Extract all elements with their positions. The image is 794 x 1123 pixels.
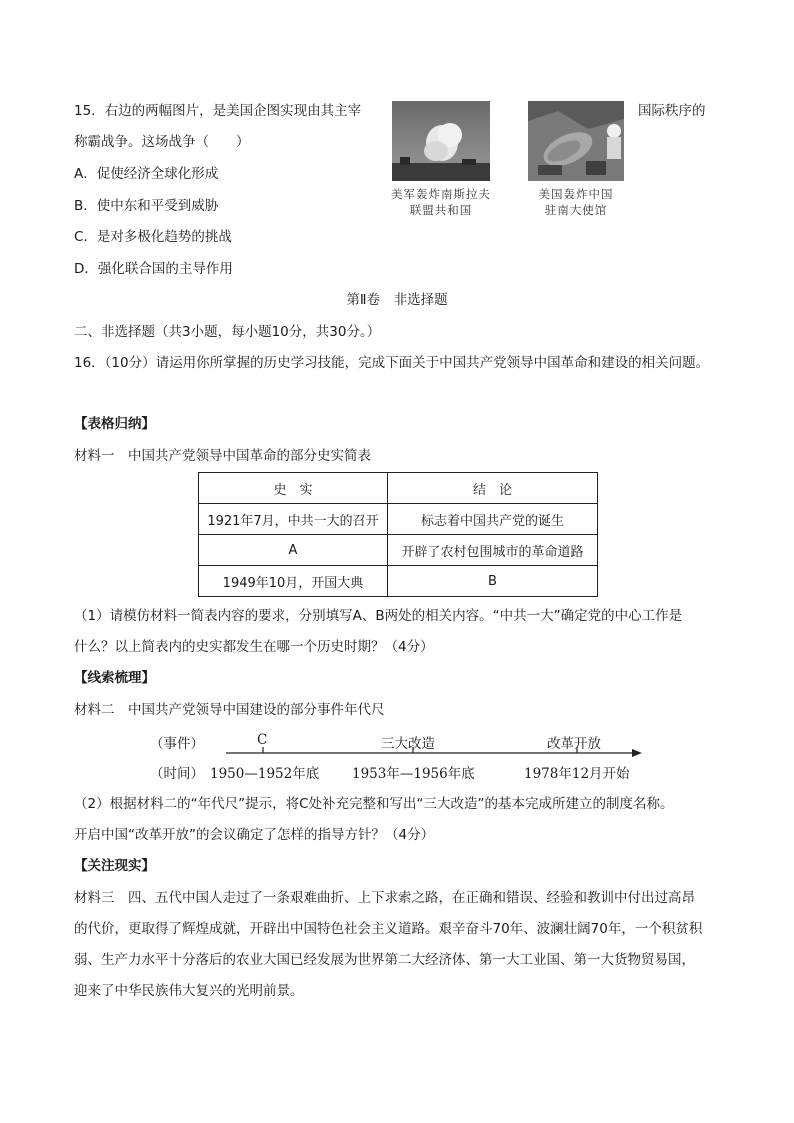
table-cell: 标志着中国共产党的诞生	[388, 504, 598, 535]
timeline-event-reform-opening: 改革开放	[547, 736, 601, 752]
photo1-caption-line2: 联盟共和国	[409, 202, 473, 217]
timeline-event-c: C	[257, 732, 268, 748]
table-cell: B	[388, 566, 598, 597]
timeline-time-2: 1953年—1956年底	[352, 766, 475, 782]
part3-label: 【关注现实】	[74, 858, 155, 874]
q15-option-b: B．使中东和平受到威胁	[74, 198, 219, 214]
material1-title: 材料一 中国共产党领导中国革命的部分史实简表	[74, 448, 371, 464]
material2-title: 材料二 中国共产党领导中国建设的部分事件年代尺	[74, 702, 385, 718]
timeline-event-label: （事件）	[150, 736, 204, 752]
photo-bombing-yugoslavia	[392, 101, 490, 181]
smoke-cloud-image	[392, 101, 490, 181]
photo2-caption	[520, 187, 632, 218]
q15-option-d: D．强化联合国的主导作用	[74, 261, 233, 277]
photo2-caption-line1: 美国轰炸中国	[538, 187, 614, 201]
q15-stem-line2: 称霸战争。这场战争（ ）	[74, 134, 250, 150]
photo2-caption-line2: 驻南大使馆	[544, 202, 608, 217]
table-cell: A	[199, 535, 388, 566]
timeline-event-three-reforms: 三大改造	[381, 736, 435, 752]
q15-option-a: A．促使经济全球化形成	[74, 166, 219, 182]
photo-bombing-embassy	[528, 101, 624, 181]
rubble-image	[528, 101, 624, 181]
q15-stem-line1-tail: 国际秩序的	[638, 103, 706, 119]
part2-label: 【线索梳理】	[74, 670, 155, 686]
question2-line2: 开启中国“改革开放”的会议确定了怎样的指导方针？（4分）	[74, 827, 435, 843]
photo1-caption-line1: 美军轰炸南斯拉夫	[391, 187, 491, 201]
material3-line: 的代价，更取得了辉煌成就，开辟出中国特色社会主义道路。艰辛奋斗70年、波澜壮阔70年，一个积贫积	[74, 921, 703, 937]
q16-stem: 16．（10分）请运用你所掌握的历史学习技能，完成下面关于中国共产党领导中国革命和建设的相关问题。	[74, 355, 710, 371]
table-header-conclusion: 结 论	[388, 473, 598, 504]
section-title: 第Ⅱ卷 非选择题	[346, 292, 448, 308]
section-heading: 二、非选择题（共3小题，每小题10分，共30分。）	[74, 324, 381, 340]
timeline-time-1: 1950—1952年底	[210, 766, 320, 782]
table-header-row	[199, 473, 598, 504]
material3-line: 迎来了中华民族伟大复兴的光明前景。	[74, 983, 304, 999]
table-row	[199, 504, 598, 535]
table-cell: 1921年7月，中共一大的召开	[199, 504, 388, 535]
table-cell: 1949年10月，开国大典	[199, 566, 388, 597]
question1-line2: 什么？以上简表内的史实都发生在哪一个历史时期？（4分）	[74, 639, 434, 655]
table-row	[199, 535, 598, 566]
material3-line: 材料三 四、五代中国人走过了一条艰难曲折、上下求索之路，在正确和错误、经验和教训中付出过高昂	[74, 890, 695, 906]
q15-option-c: C．是对多极化趋势的挑战	[74, 229, 232, 245]
question2-line1: （2）根据材料二的“年代尺”提示，将C处补充完整和写出“三大改造”的基本完成所建立的制度名称。	[74, 796, 674, 812]
facts-table	[198, 472, 598, 597]
table-cell: 开辟了农村包围城市的革命道路	[388, 535, 598, 566]
timeline-time-3: 1978年12月开始	[524, 766, 630, 782]
timeline-time-label: （时间）	[150, 766, 204, 782]
table-header-facts: 史 实	[199, 473, 388, 504]
q15-stem-line1: 15．右边的两幅图片，是美国企图实现由其主宰	[74, 103, 362, 119]
part1-label: 【表格归纳】	[74, 416, 155, 432]
photo1-caption	[384, 187, 498, 218]
question1-line1: （1）请模仿材料一简表内容的要求，分别填写A、B两处的相关内容。“中共一大”确定党的中心工作是	[74, 608, 683, 624]
material3-line: 弱、生产力水平十分落后的农业大国已经发展为世界第二大经济体、第一大工业国、第一大货物贸易国，	[74, 952, 695, 968]
table-row	[199, 566, 598, 597]
